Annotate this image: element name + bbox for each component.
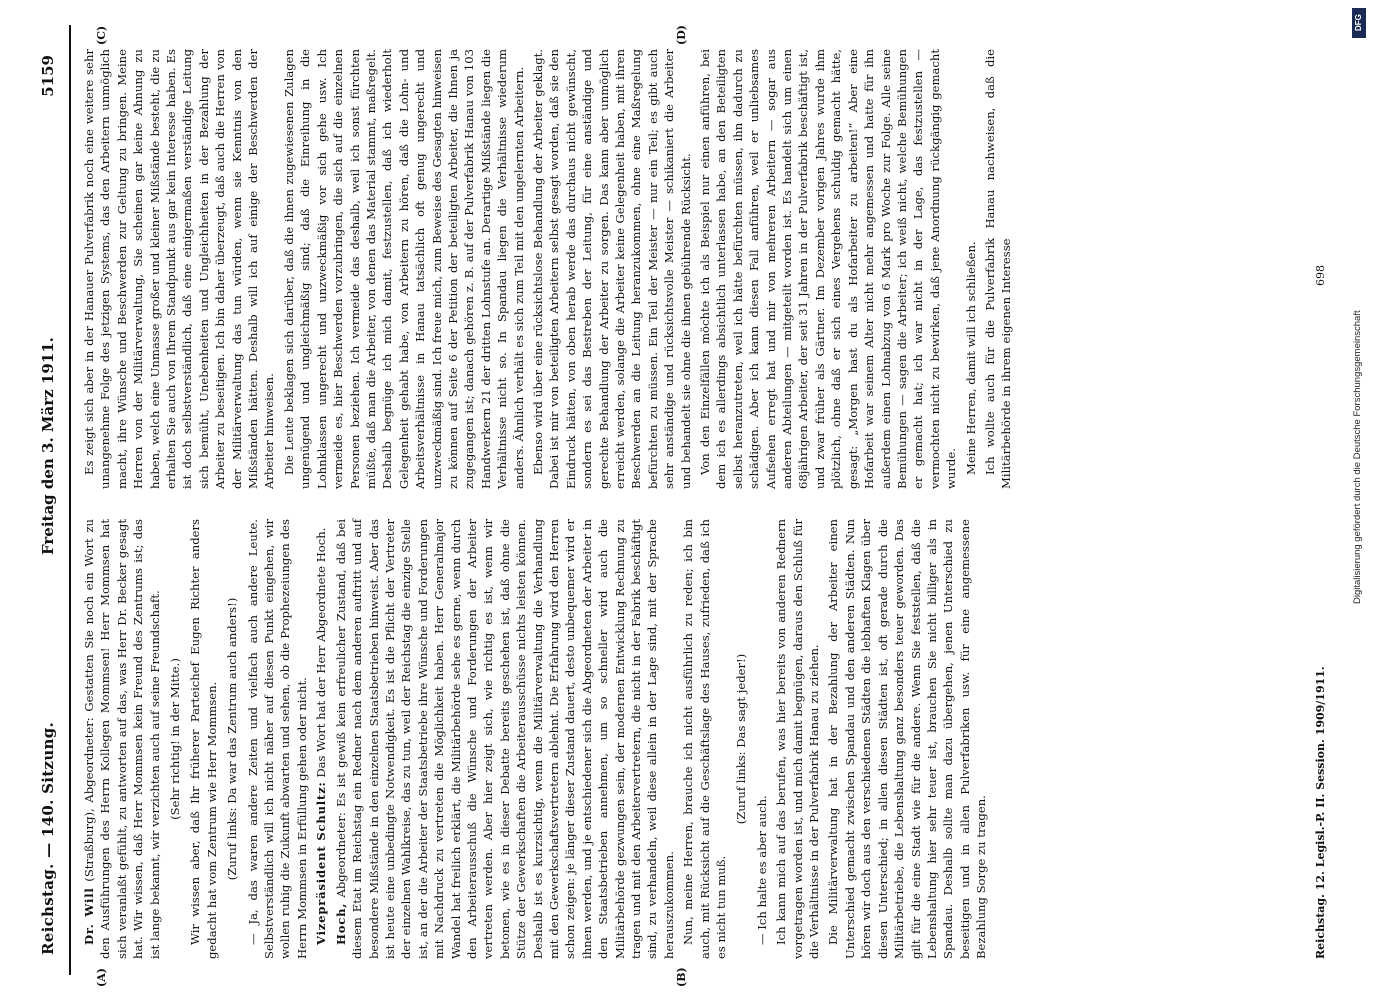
right-column: [81, 49, 1018, 489]
page-number: 5159: [39, 55, 57, 97]
paragraph: [245, 519, 311, 959]
speaker-name: Hoch,: [333, 902, 348, 945]
paragraph: [313, 519, 329, 959]
paragraph: [530, 49, 694, 489]
left-column: [81, 519, 993, 959]
document-page: [25, 25, 1355, 987]
paragraph-text: Wir wissen aber, daß Ihr früherer Parteichef Eugen Richter anders gedacht hat vom Zentrum wie Herr Mommsen.: [188, 519, 219, 959]
paragraph-text: (Straßburg), Abgeordneter: Gestatten Sie noch ein Wort zu den Ausführungen des Herrn Kollegen Mommsen! Herr Mommsen hat sich veranlaßt gefühlt, zu antworten auf das, was Herr Dr. Becker gesagt hat. Wir wissen, daß Herr Mommsen kein Freund des Zentrums ist; das ist lange bekannt, wir verzichten auch auf seine Freundschaft.: [82, 519, 162, 959]
paragraph-text: Nun, meine Herren, brauche ich nicht ausführlich zu reden; ich bin auch, mit Rücksicht auf die Geschäftslage des Hauses, zufrieden, daß ich es nicht tun muß.: [681, 519, 729, 959]
paragraph-text: Die Leute beklagen sich darüber, daß die ihnen zugewiesenen Zulagen ungenügend und ungleichmäßig sind; daß die Einreihung in die Lohnklassen ungerecht und unzweckmäßig vor sich gehe usw. Ich vermeide es, hier Beschwerden vorzubringen, die sich auf die einzelnen Personen beziehen. Ich vermeide das deshalb, weil ich sonst fürchten müßte, daß man die Arbeiter, von denen das Material stammt, maßregelt. Deshalb begnüge ich mich damit, festzustellen, daß ich wiederholt Gelegenheit gehabt habe, von Arbeitern zu hören, daß die Lohn- und Arbeitsverhältnisse in Hanau tatsächlich oft genug ungerecht und unzweckmäßig sind. Ich freue mich, zum Beweise des Gesagten hinweisen zu können auf Seite 6 der Petition der beteiligten Arbeiter, die Ihnen ja zugegangen ist; danach gehören z. B. auf der Pulverfabrik Hanau von 103 Handwerkern 21 der dritten Lohnstufe an. Derartige Mißstände liegen die Verhältnisse nicht so. In Spandau liegen die Verhältnisse wiederum anders. Ähnlich verhält es sich zum Teil mit den ungelernten Arbeitern.: [281, 49, 526, 489]
interjection: (Zuruf links: Das sagt jeder!): [734, 653, 749, 825]
paragraph-text: — Ja, das waren andere Zeiten und vielfach auch andere Leute. Selbstverständlich will ich nicht näher auf diesen Punkt eingehen, wir wollen ruhig die Zukunft abwarten und sehen, ob die Prophezeiungen des Herrn Mommsen in Erfüllung gehen oder nicht.: [245, 519, 309, 959]
paragraph-text: Ebenso wird über eine rücksichtslose Behandlung der Arbeiter geklagt. Dabei ist mir von beteiligten Arbeitern selbst gesagt worden, daß sie den Eindruck hätten, von oben herab werde das durchaus nicht gewünscht, sondern es sei das Bestreben der Leitung, für eine anständige und gerechte Behandlung der Arbeiter zu sorgen. Das kann aber unmöglich erreicht werden, solange die Arbeiter keine Gelegenheit haben, mit ihren Beschwerden an die Leitung heranzukommen, ohne eine Maßregelung befürchten zu müssen. Ein Teil der Meister — nur ein Teil; es gibt auch sehr anständige und rücksichtsvolle Meister — schikaniert die Arbeiter und behandelt sie ohne die ihnen gebührende Rücksicht.: [530, 49, 693, 489]
paragraph: [81, 49, 278, 489]
footer-sheet-number: 698: [1314, 265, 1327, 286]
digitization-credit: Digitalisierung gefördert durch die Deutsche Forschungsgemeinschaft: [1352, 310, 1363, 604]
paragraph-text: Es zeigt sich aber in der Hanauer Pulverfabrik noch eine weitere sehr unangenehme Folge des jetzigen Systems, das den Arbeitern unmöglich macht, ihre Wünsche und Beschwerden zur Geltung zu bringen. Meine Herren von der Militärverwaltung, Sie scheinen gar keine Ahnung zu haben, welch eine Unmasse großer und kleiner Mißstände besteht, die zu erhalten Sie auch von Ihrem Standpunkt aus gar kein Interesse haben. Es ist doch selbstverständlich, daß eine einigermaßen verständige Leitung sich bemüht, Unebenheiten und Ungleichheiten in der Bezahlung der Arbeiter zu beseitigen. Ich bin daher überzeugt, daß auch die Herren von der Militärverwaltung das tun würden, wenn sie Kenntnis von den Mißständen hätten. Deshalb will ich auf einige der Beschwerden der Arbeiter hinweisen.: [82, 49, 277, 489]
paragraph: [963, 49, 979, 489]
paragraph-text: Von den Einzelfällen möchte ich als Beispiel nur einen anführen, bei dem ich es allerdings absichtlich unterlassen habe, an den Beteiligten selbst heranzutreten, weil ich hätte befürchten müssen, ihn dadurch zu schädigen. Aber ich kann diesen Fall anführen, weil er unliebsames Aufsehen erregt hat und mir von mehreren Arbeitern — sogar aus anderen Abteilungen — mitgeteilt worden ist. Es handelt sich um einen 68jährigen Arbeiter, der seit 31 Jahren in der Pulverfabrik beschäftigt ist, und zwar früher als Gärtner. Im Dezember vorigen Jahres wurde ihm plötzlich, ohne daß er sich eines Vergehens schuldig gemacht hätte, gesagt: „Morgen hast du als Hofarbeiter zu arbeiten!“ Aber eine Hofarbeit war seinem Alter nicht mehr angemessen und hatte für ihn außerdem einen Lohnabzug von 6 Mark pro Woche zur Folge. Alle seine Bemühungen — sagen die Arbeiter; ich weiß nicht, welche Bemühungen er gemacht hat; ich war nicht in der Lage, das festzustellen — vermochten nicht zu bewirken, daß jene Anordnung rückgängig gemacht wurde.: [698, 49, 959, 489]
interjection: (Zuruf links: Da war das Zentrum auch anders!): [225, 597, 240, 881]
paragraph: [81, 519, 163, 959]
paragraph-text: Ich kann mich auf das berufen, was hier bereits von anderen Rednern vorgetragen worden ist, und mich damit begnügen, daraus den Schluß für die Verhältnisse in der Pulverfabrik Hanau zu ziehen.: [774, 519, 822, 959]
page-header: [25, 25, 71, 975]
paragraph-text: Meine Herren, damit will ich schließen.: [963, 241, 978, 475]
paragraph: [281, 49, 527, 489]
dfg-logo: DFG: [1352, 8, 1366, 38]
paragraph: [697, 49, 960, 489]
speaker-name: Vizepräsident Schultz:: [314, 781, 329, 945]
paragraph: [187, 519, 220, 959]
paragraph-text: — Ich halte es aber auch.: [754, 795, 769, 945]
paragraph-text: Das Wort hat der Herr Abgeordnete Hoch.: [314, 527, 329, 778]
paragraph: [825, 519, 989, 959]
interjection: (Sehr richtig! in der Mitte.): [168, 658, 183, 820]
footer-session: Reichstag. 12. Legisl.-P. II. Session. 1909/1911.: [1314, 666, 1327, 959]
paragraph: [754, 519, 770, 959]
margin-mark-b: (B): [675, 967, 688, 987]
paragraph-text: Abgeordneter: Es ist gewiß kein erfreulicher Zustand, daß bei diesem Etat im Reichstag ein Redner nach dem anderen auftritt und auf besondere Mißstände in den einzelnen Staatsbetrieben hinweist. Aber das ist heute eine unbedingte Notwendigkeit. Es ist die Pflicht der Vertreter der einzelnen Wahlkreise, das zu tun, weil der Reichstag die einzige Stelle ist, an der die Arbeiter der Staatsbetriebe ihre Wünsche und Forderungen mit Nachdruck zu vertreten die Möglichkeit haben. Herr Generalmajor Wandel hat freilich erklärt, die Militärbehörde sehe es gerne, wenn durch den Arbeiterausschuß die Wünsche und Forderungen der Arbeiter vertreten werden. Aber hier zeigt sich, wie richtig es ist, wenn wir betonen, wie es in dieser Debatte bereits geschehen ist, daß ohne die Stütze der Gewerkschaften die Arbeiterausschüsse nichts leisten können. Deshalb ist es kurzsichtig, wenn die Militärverwaltung die Verhandlung mit den Gewerkschaftsvertretern ablehnt. Die Erfahrung wird den Herren schon zeigen: je länger dieser Zustand dauert, desto unbequemer wird er ihnen werden, und je entschiedener sich die Abgeordneten der Arbeiter in den Staatsbetrieben annehmen, um so schneller wird auch die Militärbehörde gezwungen sein, der modernen Entwicklung Rechnung zu tragen und mit den Arbeitervertretern, die nicht in der Fabrik beschäftigt sind, zu verhandeln, weil diese allein in der Lage sind, mit der Sprache herauszukommen.: [333, 518, 676, 959]
speaker-name: Dr. Will: [82, 887, 96, 945]
paragraph: [680, 519, 729, 959]
margin-mark-a: (A): [95, 968, 108, 987]
paragraph: [773, 519, 822, 959]
margin-mark-c: (C): [95, 25, 108, 45]
paragraph: [333, 519, 678, 959]
paragraph-text: Die Militärverwaltung hat in der Bezahlung der Arbeiter einen Unterschied gemacht zwischen Spandau und den anderen Städten. Nun hören wir doch aus den verschiedenen Städten die lebhaften Klagen über diesen Unterschied; in allen diesen Städten ist, oft gerade durch die Militärbetriebe, die Lebenshaltung ganz besonders teuer geworden. Das gilt für die eine Stadt wie für die andere. Wenn Sie feststellen, daß die Lebenshaltung hier sehr teuer ist, brauchen Sie nicht billiger als in Spandau. Deshalb sollte man dazu übergehen, jenen Unterschied zu beseitigen und in allen Pulverfabriken usw. für eine angemessene Bezahlung Sorge zu tragen.: [826, 519, 989, 959]
header-date: Freitag den 3. März 1911.: [39, 337, 57, 555]
margin-mark-d: (D): [675, 25, 688, 45]
header-title: Reichstag. — 140. Sitzung.: [39, 721, 57, 955]
paragraph-text: Ich wollte auch für die Pulverfabrik Hanau nachweisen, daß die Militärbehörde in ihrem eigenen Interesse: [982, 49, 1014, 489]
paragraph: [982, 49, 1015, 489]
